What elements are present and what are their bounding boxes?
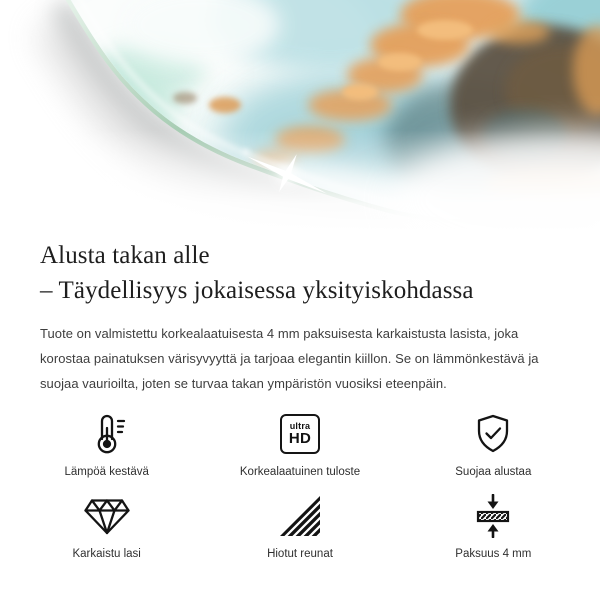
- thickness-icon: [471, 493, 515, 539]
- feature-label: Suojaa alustaa: [455, 466, 532, 478]
- diamond-icon: [83, 493, 131, 539]
- section-title: [40, 238, 562, 308]
- polished-edges-icon: [278, 493, 322, 539]
- feature-label: Korkealaatuinen tuloste: [239, 466, 361, 478]
- ultra-hd-text-top: ultra: [289, 420, 311, 431]
- feature-hd-print: [203, 411, 396, 479]
- product-hero-image: [0, 0, 600, 232]
- feature-label: Hiotut reunat: [267, 548, 333, 560]
- ultra-hd-text-bottom: HD: [288, 429, 312, 447]
- thermometer-icon: [85, 411, 129, 457]
- feature-protects-floor: [397, 411, 590, 479]
- feature-label: Lämpöä kestävä: [64, 466, 149, 478]
- intro-paragraph: Tuote on valmistettu korkealaatuisesta 4 mm paksuisesta karkaistusta lasista, joka korostaa painatuksen värisyvyyttä ja tarjoaa elegantin kiillon. Se on lämmönkestävä ja suojaa vaurioilta, joten se turvaa takan ympäristön vuosiksi eteenpäin.: [40, 326, 539, 391]
- glass-hearth-pad-photo: [0, 0, 600, 232]
- feature-grid: [0, 411, 600, 561]
- ultra-hd-icon: [280, 411, 320, 457]
- feature-label: Paksuus 4 mm: [455, 548, 532, 560]
- section-title-line1: Alusta takan alle: [40, 242, 210, 269]
- product-description-section: [0, 238, 600, 396]
- feature-thickness: [397, 493, 590, 561]
- shield-check-icon: [471, 411, 515, 457]
- section-title-line2: – Täydellisyys jokaisessa yksityiskohdassa: [40, 277, 474, 304]
- feature-tempered-glass: [10, 493, 203, 561]
- feature-polished-edges: [203, 493, 396, 561]
- feature-label: Karkaistu lasi: [72, 548, 141, 560]
- minor-glint: [243, 149, 249, 155]
- feature-heat-resistant: [10, 411, 203, 479]
